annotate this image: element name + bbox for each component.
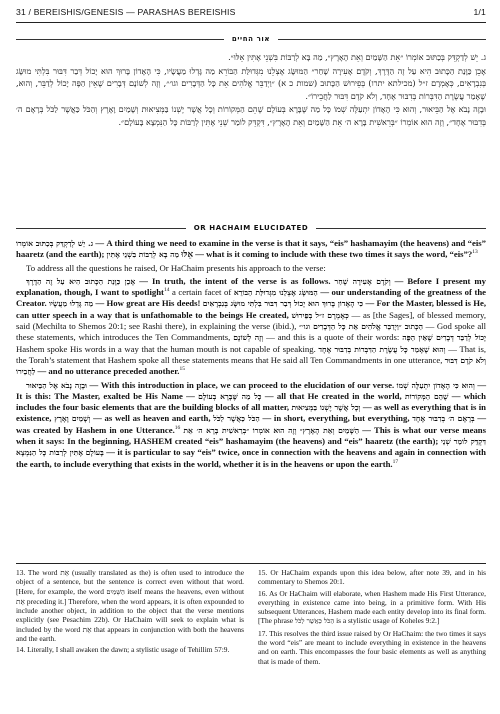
elucidation-paragraph: To address all the questions he raised, Or HaChaim presents his approach to the verse: [26,262,326,273]
elucidation-body [16,238,486,472]
running-header-title: 31 / BEREISHIS/GENESIS — PARASHAS BEREISHIS [16,7,236,17]
footnote-13: 13. The word אֵת (usually translated as the) is often used to introduce the object of a sentence, but the sentence is correct even without that word. [Here, for example, the word הַשָּׁמַיִם itself means the heavens, even without אֵת preceding it.] Therefore, when the word appears, it is often expounded to include another object, in addition to the object that the verse mentions explicitly (see Pesachim 22b). Or HaChaim will seek to explain what is included by the word אֵת that appears in conjunction with both the heavens and the earth. [16,568,245,644]
hebrew-paragraph: וּבָזֶה נָבֹא אֶל הַבֵּיאוּר, וְהוּא כִּי הָאָדוֹן יִתְעַלֶּה שְׁמוֹ כָּל מַה שֶּׁבָּרָא בְּעוֹלָם שֶׁהֵם הַמְּקוֹרוֹת וְכָל אֲשֶׁר יֶשְׁנוֹ בַּמְּצִיאוּת וְשָׁמַיִם וָאָרֶץ וְהַכֹּל כַּאֲשֶׁר לַכֹּל בְּרָאָם ה׳ בְּדִבּוּר אֶחָד״, וְזֶה הוּא אוֹמְרוֹ ״בְּרֵאשִׁית בָּרָא ה׳ אֵת הַשָּׁמַיִם וְאֵת הָאָרֶץ״, דִּקְדֵּק לוֹמַר שְׁנֵי אֶתִּין לְרַבּוֹת כָּל הַנִּמְצָא בָּעוֹלָם״. [16,104,486,127]
footnote-14: 14. Literally, I shall awaken the dawn; a stylistic usage of Tehillim 57:9. [16,645,230,655]
footnote-17: 17. This resolves the third issue raised by Or HaChaim: the two times it says the word “eis” are meant to include everything in existence in the heavens and on earth. This encompasses the four basic elements as well as anything that is made of them. [258,628,486,666]
elucidation-paragraph: ג. יֵשׁ לְדַקְדֵּק בְּכַתּוּב אוֹמְרוֹ — A third thing we need to examine in the verse is that it says, “eis” hashamayim (the heavens) and “eis” haaretz (and the earth); מַה בָּא לְרַבּוֹת בִּשְׁנֵי אֶתִּין אֵלּוּ — what is it coming to include with these two times it says the word, “eis”?$^{13}$ [16,238,486,260]
elucidation-paragraph: וּבָזֶה נָבֹא אֶל הַבֵּיאוּר — With this introduction in place, we can proceed to the elucidation of our verse. וְהוּא כִּי הָאָדוֹן יִתְעַלֶּה שְׁמוֹ — It is this: The Master, exalted be His Name — כָּל מַה שֶּׁבָּרָא בְּעוֹלָם — all that He created in the world, שֶׁהֵם הַמְּקוֹרוֹת — which includes the four basic elements that are the building blocks of all matter, וְכָל אֲשֶׁר יֶשְׁנוֹ בַּמְּצִיאוּת — as well as everything that is in existence, וְשָׁמַיִם וָאָרֶץ — as well as heaven and earth, הַכֹּל כַּאֲשֶׁר לַכֹּל — in short, everything, but everything, בְּרָאָם ה׳ בְּדִבּוּר אֶחָד — was created by Hashem in one Utterance.$^{16}$ וְזֶה הוּא אוֹמְרוֹ ״בְּרֵאשִׁית בָּרָא ה׳ אֵת הַשָּׁמַיִם וְאֵת הָאָרֶץ״ — This is what our verse means when it says: In the beginning, HASHEM created “eis” hashamayim (the heavens) and “eis” haaretz (the earth); דִּקְדֵּק לוֹמַר שְׁנֵי אֶתִּין לְרַבּוֹת כָּל הַנִּמְצָא בָּעוֹלָם — it is particular to say “eis” twice, once in connection with the heavens and again in connection with the earth, to include everything that exists in the world, whether it is in the heavens or upon the earth.$^{17}$ [16,379,487,469]
footnote-column-left [16,568,244,710]
running-header [16,7,486,21]
hebrew-paragraph: ג. יֵשׁ לְדַקְדֵּק בְּכַתּוּב אוֹמְרוֹ ״אֵת הַשָּׁמַיִם וְאֵת הָאָרֶץ״, מַה בָּא לְרַבּוֹת בִּשְׁנֵי אֶתִּין אֵלּוּ״. [228,52,486,62]
section-divider-elucidated [16,222,486,234]
footnote-column-right [258,568,486,710]
section-title-elucidated: OR HACHAIM ELUCIDATED [193,224,309,232]
page-number: 1/1 [473,7,486,17]
footnote-rule [16,563,486,564]
hebrew-commentary [16,51,486,130]
footnotes [16,568,486,710]
hebrew-paragraph: אָכֵן כַּוָּנַת הַכָּתוּב הִיא עַל זֶה הַדֶּרֶךְ, וְקֹדֶם אָעִירָה שָׁחַר״ הַמּוּשָּׂג אֶצְלֵנוּ מִגְּדוּלַּת הַבּוֹרֵא מַה גָּדְלוּ מַעֲשָׂיו, כִּי הָאָדוֹן בָּרוּךְ הוּא יָכוֹל דְּבַר דִּבּוּר בִּלְתִּי מוּשָּׂג בְּנִבְרָאִים, כְּאָמְרָם ז״ל (מכילתא יתרו) בְּפֵירוּשׁ הַכָּתוּב (שמות כ א) ״וַיְדַבֵּר אֱלֹהִים אֵת כָּל הַדְּבָרִים וגו׳״, וְזֶה לְשׁוֹנָם דְּבָרִים שֶׁאֵין הַפֶּה יָכוֹל לְדַבֵּר, וְהוּא, שֶׁאָמַר עֲשֶׂרֶת הַדִּבְּרוֹת בְּדִבּוּר אֶחָד, וְלֹא קֹדֶם דִּבּוּר לַחֲבֵירוֹ״. [16,65,486,101]
footnote-16: 16. As Or HaChaim will elaborate, when Hashem made His First Utterance, everything in existence came into being, in a primitive form. With His subsequent Utterances, Hashem made each entity develop into its final form. [The phrase הַכֹּל כַּאֲשֶׁר לַכֹּל is a stylistic usage of Koheles 9:2.] [258,588,486,626]
footnote-15: 15. Or HaChaim expands upon this idea below, after note 39, and in his commentary to Shemos 20:1. [258,568,486,587]
elucidation-paragraph: אָכֵן כַּוָּנַת הַכָּתוּב הִיא עַל זֶה הַדֶּרֶךְ — In truth, the intent of the verse is as follows. וְקֹדֶם אָעִירָה שָׁחַר — Before I present my explanation, though, I want to spotlight$^{14}$ a certain facet of הַמּוּשָּׂג אֶצְלֵנוּ מִגְּדוּלַּת הַבּוֹרֵא — our understanding of the greatness of the Creator. מַה גָּדְלוּ מַעֲשָׂיו — How great are His deeds! כִּי הָאָדוֹן בָּרוּךְ הוּא יָכוֹל דְּבַר דִּבּוּר בִּלְתִּי מוּשָּׂג בְּנִבְרָאִים — For the Master, blessed is He, can utter speech in a way that is unfathomable to the beings He created, כְּאָמְרָם ז״ל בְּפֵירוּשׁ — as [the Sages], of blessed memory, said (Mechilta to Shemos 20:1; see Rashi there), in explaining the verse (ibid.), הַכָּתוּב ״וַיְדַבֵּר אֱלֹהִים אֵת כָּל הַדְּבָרִים וגו׳״ — God spoke all these statements, which introduces the Ten Commandments, וְזֶה לְשׁוֹנָם — and this is a quote of their words: דְּבָרִים שֶׁאֵין הַפֶּה יָכוֹל לְדַבֵּר Hashem spoke His words in a way that the human mouth is not capable of speaking. וְהוּא שֶׁאָמַר כָּל עֲשֶׂרֶת הַדִּבְּרוֹת בְּדִבּוּר אֶחָד — That is, the Torah’s statement that Hashem spoke all these statements means that He said all Ten Commandments in one utterance, וְלֹא קֹדֶם דִּבּוּר לַחֲבֵירוֹ — and no utterance preceded another.$^{15}$ [16,275,487,377]
section-title-ohr-hachaim: אור החיים [231,35,271,43]
header-rule [16,22,486,23]
section-divider-ohr-hachaim [16,33,486,45]
